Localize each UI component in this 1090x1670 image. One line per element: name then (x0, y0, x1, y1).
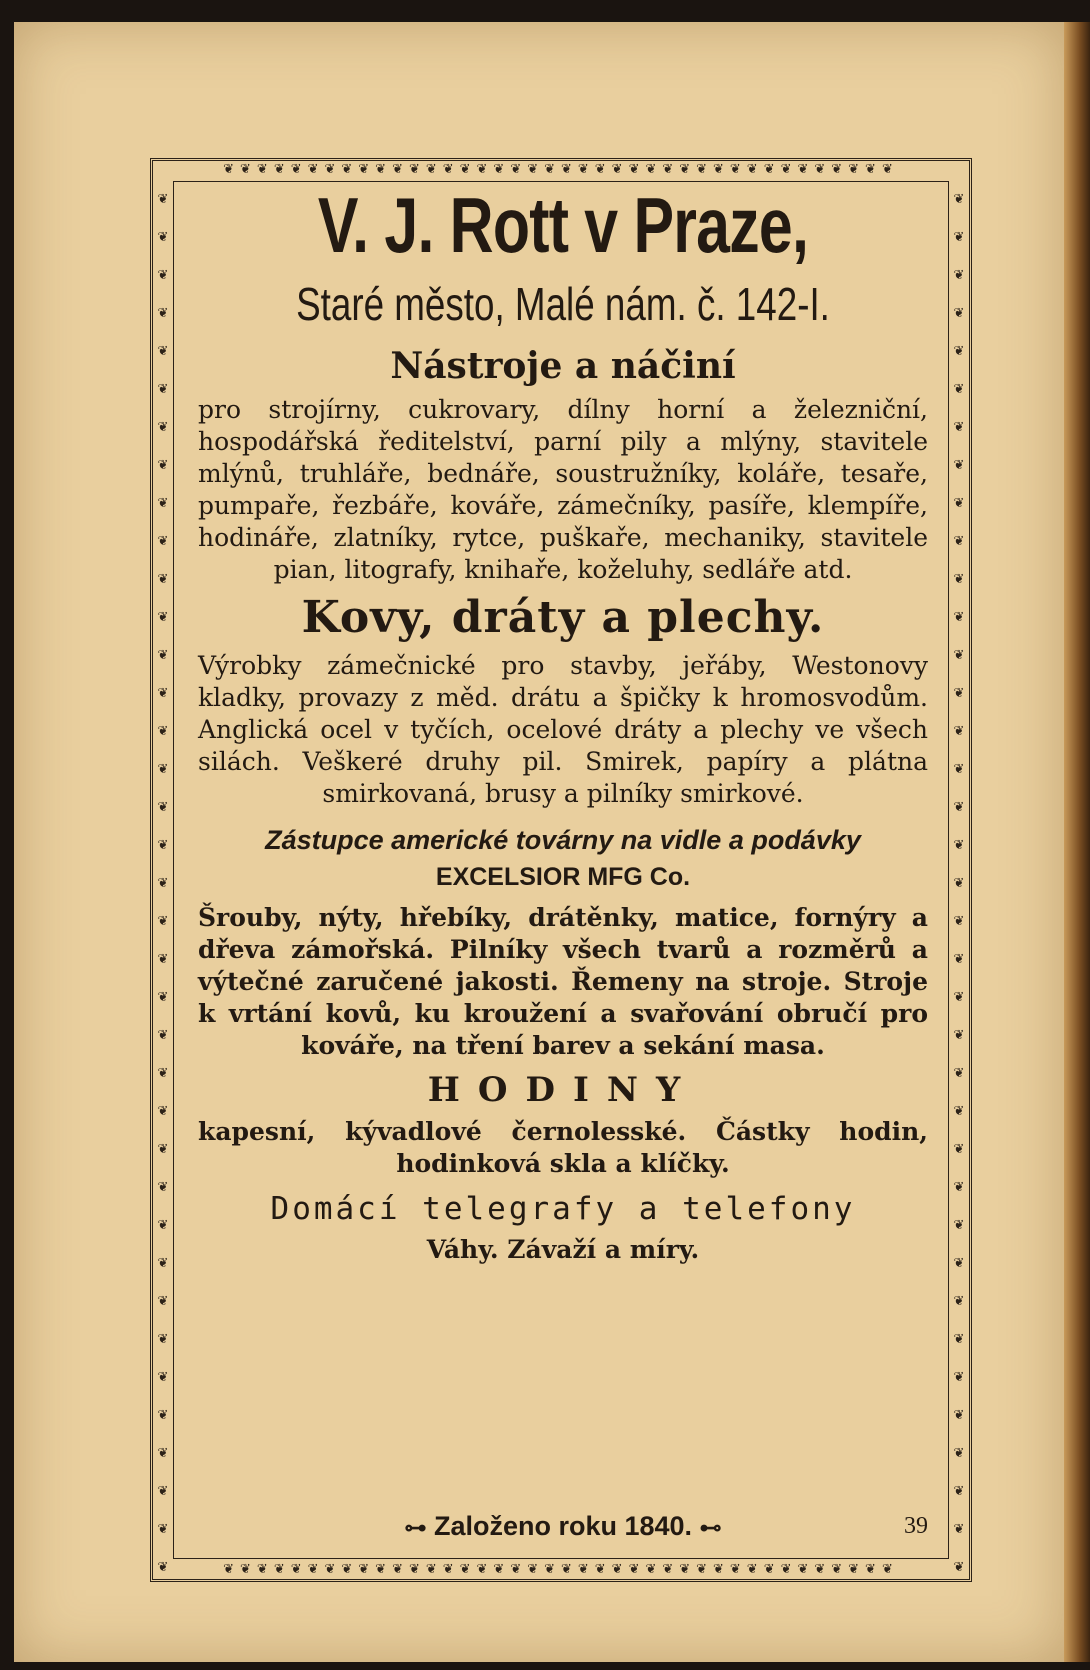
scales-line: Váhy. Závaží a míry. (426, 1235, 700, 1264)
metals-heading: Kovy, dráty a plechy. (301, 592, 825, 643)
tools-heading: Nástroje a náčiní (390, 345, 736, 387)
founded-line (288, 1508, 838, 1546)
border-ornament-left: ❦ ❦ ❦ ❦ ❦ ❦ ❦ ❦ ❦ ❦ ❦ ❦ ❦ ❦ ❦ ❦ ❦ ❦ ❦ ❦ ❦ ❦ ❦ ❦ ❦ ❦ ❦ ❦ ❦ ❦ ❦ ❦ ❦ ❦ ❦ ❦ ❦ (157, 192, 169, 1575)
company-address: Staré město, Malé nám. č. 142-I. (296, 278, 830, 330)
company-title: V. J. Rott v Praze, (317, 181, 809, 269)
telegraphs-line: Domácí telegrafy a telefony (270, 1191, 856, 1227)
metals-description: Výrobky zámečnické pro stavby, jeřáby, Westonovy kladky, provazy z měd. drátu a špičky k hromosvodům. Anglická ocel v tyčích, ocelové dráty a plechy ve všech silách. Veškeré druhy pil. Smirek, papíry a plátna smirkovaná, brusy a pilníky smirkové. (198, 651, 928, 808)
tools-description: pro strojírny, cukrovary, dílny horní a železniční, hospodářská ředitelství, parní pily a mlýny, stavitele mlýnů, truhláře, bednáře, soustružníky, koláře, tesaře, pumpaře, řezbáře, kováře, zámečníky, pasíře, klempíře, hodináře, zlatníky, rytce, puškaře, mechaniky, stavitele pian, litografy, knihaře, koželuhy, sedláře atd. (198, 395, 928, 584)
advertisement-content (198, 180, 928, 1268)
founded-text: Založeno roku 1840. (433, 1511, 693, 1541)
excelsior-company: EXCELSIOR MFG Co. (435, 863, 691, 891)
left-flourish-icon: ⊶ (404, 1515, 427, 1540)
book-spine (1064, 22, 1090, 1662)
border-ornament-top: ❦❦❦❦❦❦❦❦❦❦❦❦❦❦❦❦❦❦❦❦❦❦❦❦❦❦❦❦❦❦❦❦❦❦❦❦❦❦❦❦ (223, 162, 899, 177)
page-number: 39 (904, 1513, 928, 1539)
border-ornament-right: ❦ ❦ ❦ ❦ ❦ ❦ ❦ ❦ ❦ ❦ ❦ ❦ ❦ ❦ ❦ ❦ ❦ ❦ ❦ ❦ ❦ ❦ ❦ ❦ ❦ ❦ ❦ ❦ ❦ ❦ ❦ ❦ ❦ ❦ ❦ ❦ ❦ (953, 192, 965, 1575)
footer (198, 1508, 928, 1544)
border-ornament-bottom: ❦❦❦❦❦❦❦❦❦❦❦❦❦❦❦❦❦❦❦❦❦❦❦❦❦❦❦❦❦❦❦❦❦❦❦❦❦❦❦❦ (223, 1562, 899, 1577)
clocks-heading: HODINY (427, 1070, 699, 1110)
clocks-description: kapesní, kývadlové černolesské. Částky hodin, hodinková skla a klíčky. (198, 1117, 928, 1178)
agent-line: Zástupce americké továrny na vidle a podávky (265, 825, 861, 855)
hardware-description: Šrouby, nýty, hřebíky, drátěnky, matice, fornýry a dřeva zámořská. Pilníky všech tvarů a rozměrů a výtečné zaručené jakosti. Řemeny na stroje. Stroje k vrtání kovů, ku kroužení a svařování obručí pro kováře, na tření barev a sekání masa. (198, 903, 928, 1060)
right-flourish-icon: ⊷ (699, 1515, 722, 1540)
